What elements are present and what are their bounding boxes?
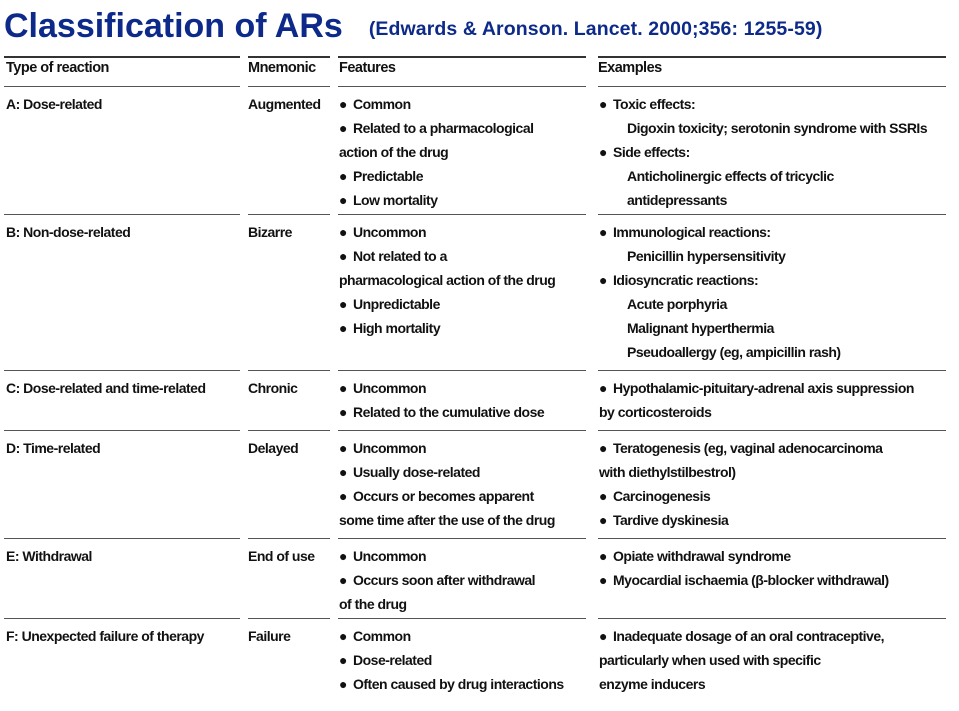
row-divider	[338, 86, 586, 87]
bullet-icon: ●	[339, 628, 347, 644]
feature-item: of the drug	[339, 596, 407, 612]
feature-item	[339, 292, 555, 316]
feature-item	[339, 116, 534, 140]
row-divider	[4, 430, 240, 431]
example-item	[599, 140, 927, 164]
row-divider	[4, 618, 240, 619]
bullet-icon: ●	[339, 652, 347, 668]
bullet-icon: ●	[599, 628, 607, 644]
header-mnemonic: Mnemonic	[248, 60, 316, 76]
example-item	[599, 220, 841, 244]
header-type: Type of reaction	[6, 60, 109, 76]
bullet-icon: ●	[339, 404, 347, 420]
feature-item	[339, 544, 535, 568]
example-item: Acute porphyria	[627, 296, 727, 312]
example-item	[599, 436, 882, 460]
example-item-text: Carcinogenesis	[613, 488, 711, 504]
example-item-text: Myocardial ischaemia (β-blocker withdrawal)	[613, 572, 889, 588]
feature-item-text: Unpredictable	[353, 296, 440, 312]
examples-cell	[599, 436, 882, 532]
row-divider	[598, 618, 946, 619]
examples-cell	[599, 544, 889, 592]
feature-item-text: Not related to a	[353, 248, 447, 264]
feature-item-text: Related to a pharmacological	[353, 120, 534, 136]
bullet-icon: ●	[339, 380, 347, 396]
feature-item-text: Occurs or becomes apparent	[353, 488, 534, 504]
example-item: particularly when used with specific	[599, 652, 821, 668]
row-divider	[248, 430, 330, 431]
reaction-type-cell: A: Dose-related	[6, 96, 102, 112]
example-item	[599, 508, 882, 532]
feature-item	[339, 400, 544, 424]
bullet-icon: ●	[339, 572, 347, 588]
example-item-text: Side effects:	[613, 144, 690, 160]
example-item: Anticholinergic effects of tricyclic	[627, 168, 834, 184]
feature-item	[339, 436, 555, 460]
bullet-icon: ●	[339, 488, 347, 504]
row-divider	[338, 618, 586, 619]
row-divider	[4, 214, 240, 215]
feature-item	[339, 92, 534, 116]
example-item	[599, 376, 914, 400]
feature-item: pharmacological action of the drug	[339, 272, 556, 288]
example-item-text: Hypothalamic-pituitary-adrenal axis suppression	[613, 380, 914, 396]
examples-cell	[599, 376, 914, 424]
bullet-icon: ●	[339, 120, 347, 136]
features-cell	[339, 376, 544, 424]
feature-item-text: Uncommon	[353, 548, 426, 564]
bullet-icon: ●	[339, 192, 347, 208]
example-item	[599, 544, 889, 568]
feature-item	[339, 460, 555, 484]
feature-item	[339, 376, 544, 400]
example-item	[599, 624, 884, 648]
feature-item	[339, 244, 555, 268]
feature-item	[339, 316, 555, 340]
bullet-icon: ●	[599, 440, 607, 456]
reaction-type-cell: B: Non-dose-related	[6, 224, 131, 240]
citation: (Edwards & Aronson. Lancet. 2000;356: 1255-59)	[368, 18, 823, 40]
slide-title: Classification of ARs	[4, 7, 343, 45]
example-item-text: Tardive dyskinesia	[613, 512, 729, 528]
bullet-icon: ●	[599, 512, 607, 528]
example-item-text: Opiate withdrawal syndrome	[613, 548, 791, 564]
row-divider	[598, 538, 946, 539]
bullet-icon: ●	[339, 296, 347, 312]
feature-item: action of the drug	[339, 144, 449, 160]
feature-item-text: Often caused by drug interactions	[353, 676, 564, 692]
examples-cell	[599, 220, 841, 364]
bullet-icon: ●	[599, 572, 607, 588]
row-divider	[248, 86, 330, 87]
bullet-icon: ●	[599, 96, 607, 112]
feature-item-text: Common	[353, 628, 411, 644]
mnemonic-cell: Delayed	[248, 440, 299, 456]
feature-item: some time after the use of the drug	[339, 512, 555, 528]
reaction-type-cell: E: Withdrawal	[6, 548, 92, 564]
row-divider	[598, 430, 946, 431]
row-divider	[248, 370, 330, 371]
mnemonic-cell: Bizarre	[248, 224, 292, 240]
feature-item-text: Uncommon	[353, 380, 426, 396]
feature-item-text: Dose-related	[353, 652, 432, 668]
bullet-icon: ●	[599, 380, 607, 396]
example-item-text: Idiosyncratic reactions:	[613, 272, 759, 288]
example-item: antidepressants	[627, 192, 727, 208]
classification-table	[4, 56, 946, 706]
feature-item-text: Usually dose-related	[353, 464, 480, 480]
feature-item	[339, 568, 535, 592]
row-divider	[338, 214, 586, 215]
row-divider	[4, 370, 240, 371]
feature-item	[339, 624, 564, 648]
example-item-text: Inadequate dosage of an oral contraceptive,	[613, 628, 885, 644]
row-divider	[598, 370, 946, 371]
example-item-text: Toxic effects:	[613, 96, 696, 112]
feature-item-text: Uncommon	[353, 224, 426, 240]
feature-item-text: Occurs soon after withdrawal	[353, 572, 536, 588]
feature-item	[339, 672, 564, 696]
example-item: by corticosteroids	[599, 404, 712, 420]
examples-cell	[599, 624, 884, 696]
example-item	[599, 268, 841, 292]
example-item: Pseudoallergy (eg, ampicillin rash)	[627, 344, 841, 360]
row-divider	[338, 370, 586, 371]
feature-item	[339, 188, 534, 212]
row-divider	[248, 538, 330, 539]
mnemonic-cell: Chronic	[248, 380, 298, 396]
feature-item-text: Uncommon	[353, 440, 426, 456]
reaction-type-cell: F: Unexpected failure of therapy	[6, 628, 204, 644]
features-cell	[339, 92, 534, 212]
bullet-icon: ●	[599, 548, 607, 564]
bullet-icon: ●	[599, 224, 607, 240]
header-examples: Examples	[598, 60, 662, 76]
mnemonic-cell: End of use	[248, 548, 315, 564]
features-cell	[339, 436, 555, 532]
reaction-type-cell: D: Time-related	[6, 440, 101, 456]
example-item: enzyme inducers	[599, 676, 706, 692]
example-item: Malignant hyperthermia	[627, 320, 774, 336]
example-item: with diethylstilbestrol)	[599, 464, 736, 480]
features-cell	[339, 220, 555, 340]
bullet-icon: ●	[339, 548, 347, 564]
feature-item-text: Low mortality	[353, 192, 438, 208]
bullet-icon: ●	[339, 464, 347, 480]
example-item-text: Teratogenesis (eg, vaginal adenocarcinoma	[613, 440, 883, 456]
example-item: Penicillin hypersensitivity	[627, 248, 786, 264]
bullet-icon: ●	[339, 224, 347, 240]
row-divider	[598, 86, 946, 87]
row-divider	[4, 86, 240, 87]
bullet-icon: ●	[339, 440, 347, 456]
feature-item-text: Common	[353, 96, 411, 112]
row-divider	[248, 618, 330, 619]
header-features: Features	[339, 60, 396, 76]
features-cell	[339, 544, 535, 616]
feature-item-text: High mortality	[353, 320, 441, 336]
mnemonic-cell: Augmented	[248, 96, 321, 112]
row-divider	[598, 214, 946, 215]
feature-item-text: Related to the cumulative dose	[353, 404, 545, 420]
bullet-icon: ●	[339, 676, 347, 692]
bullet-icon: ●	[599, 144, 607, 160]
feature-item	[339, 220, 555, 244]
slide-title-bar	[4, 0, 959, 44]
example-item	[599, 484, 882, 508]
row-divider	[248, 214, 330, 215]
bullet-icon: ●	[339, 168, 347, 184]
row-divider	[4, 538, 240, 539]
feature-item	[339, 484, 555, 508]
bullet-icon: ●	[339, 96, 347, 112]
reaction-type-cell: C: Dose-related and time-related	[6, 380, 206, 396]
example-item	[599, 568, 889, 592]
row-divider	[338, 538, 586, 539]
example-item-text: Immunological reactions:	[613, 224, 771, 240]
bullet-icon: ●	[339, 248, 347, 264]
bullet-icon: ●	[599, 272, 607, 288]
bullet-icon: ●	[599, 488, 607, 504]
bullet-icon: ●	[339, 320, 347, 336]
example-item	[599, 92, 927, 116]
features-cell	[339, 624, 564, 696]
mnemonic-cell: Failure	[248, 628, 291, 644]
example-item: Digoxin toxicity; serotonin syndrome with SSRIs	[627, 120, 928, 136]
row-divider	[338, 430, 586, 431]
feature-item	[339, 164, 534, 188]
examples-cell	[599, 92, 927, 212]
feature-item	[339, 648, 564, 672]
feature-item-text: Predictable	[353, 168, 423, 184]
